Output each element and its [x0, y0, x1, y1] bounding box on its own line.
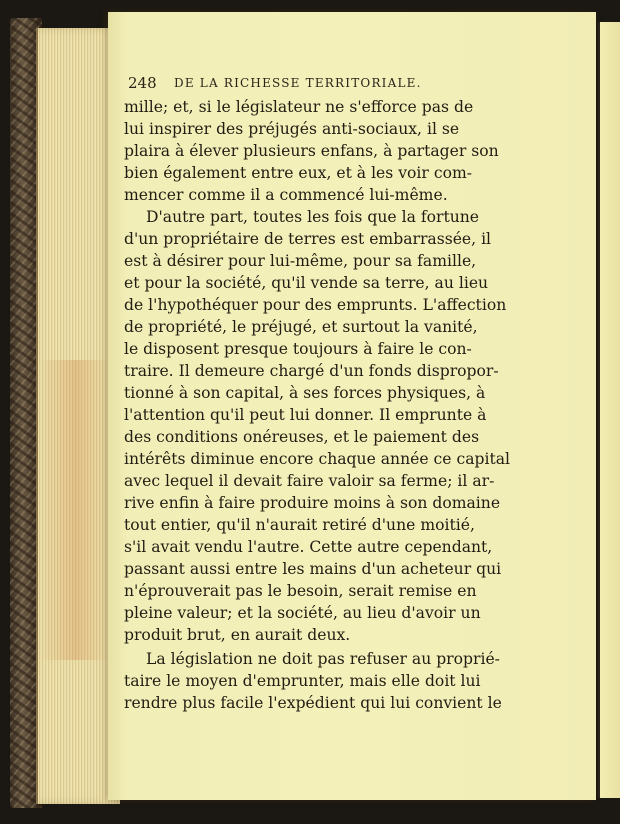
text-line: l'attention qu'il peut lui donner. Il emprunte à	[124, 406, 487, 424]
page-edges-stain	[40, 360, 110, 660]
paragraph-start: D'autre part, toutes les fois que la fortune	[146, 208, 480, 226]
text-line: est à désirer pour lui-même, pour sa famille,	[124, 252, 477, 270]
text-line: produit brut, en aurait deux.	[124, 626, 351, 644]
text-line: des conditions onéreuses, et le paiement des	[124, 428, 480, 446]
text-line: rendre plus facile l'expédient qui lui convient le	[124, 694, 502, 712]
running-header	[128, 74, 528, 94]
text-line: lui inspirer des préjugés anti-sociaux, il se	[124, 120, 460, 138]
running-title: DE LA RICHESSE TERRITORIALE.	[174, 76, 422, 90]
text-line: de l'hypothéquer pour des emprunts. L'affection	[124, 296, 507, 314]
page-number: 248	[128, 74, 157, 92]
text-line: de propriété, le préjugé, et surtout la vanité,	[124, 318, 478, 336]
text-line: passant aussi entre les mains d'un acheteur qui	[124, 560, 502, 578]
text-line: plaira à élever plusieurs enfans, à partager son	[124, 142, 499, 160]
text-line: tionné à son capital, à ses forces physiques, à	[124, 384, 486, 402]
text-line: n'éprouverait pas le besoin, serait remise en	[124, 582, 477, 600]
text-line: le disposent presque toujours à faire le con-	[124, 340, 472, 358]
text-line: bien également entre eux, et à les voir com-	[124, 164, 473, 182]
text-line: avec lequel il devait faire valoir sa ferme; il ar-	[124, 472, 495, 490]
text-line: et pour la société, qu'il vende sa terre, au lieu	[124, 274, 489, 292]
text-line: intérêts diminue encore chaque année ce capital	[124, 450, 511, 468]
text-line: pleine valeur; et la société, au lieu d'avoir un	[124, 604, 481, 622]
paragraph-start: La législation ne doit pas refuser au proprié-	[146, 650, 500, 668]
text-line: d'un propriétaire de terres est embarrassée, il	[124, 230, 492, 248]
text-line: tout entier, qu'il n'aurait retiré d'une moitié,	[124, 516, 475, 534]
text-line: traire. Il demeure chargé d'un fonds dispropor-	[124, 362, 499, 380]
text-line: taire le moyen d'emprunter, mais elle doit lui	[124, 672, 481, 690]
text-line: mencer comme il a commencé lui-même.	[124, 186, 448, 204]
text-line: mille; et, si le législateur ne s'efforce pas de	[124, 98, 474, 116]
facing-page-edge	[598, 22, 620, 798]
text-line: s'il avait vendu l'autre. Cette autre cependant,	[124, 538, 493, 556]
text-line: rive enfin à faire produire moins à son domaine	[124, 494, 501, 512]
